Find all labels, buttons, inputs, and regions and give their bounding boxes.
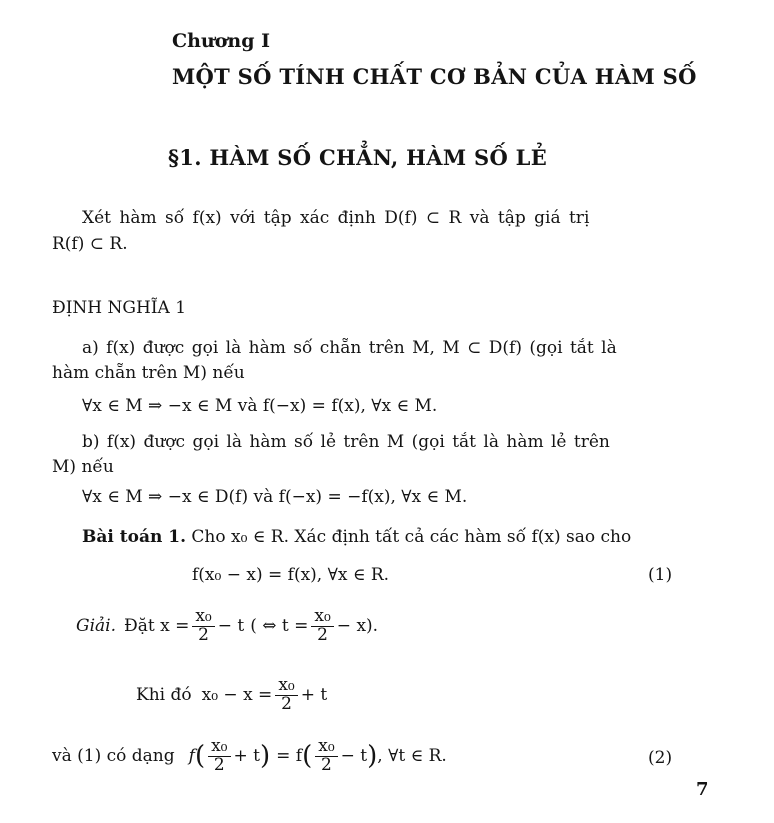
definition-a-line-2: hàm chẵn trên M) nếu: [52, 363, 245, 383]
problem-statement: [82, 527, 631, 547]
fraction-denominator: 2: [317, 624, 328, 645]
fraction-x0-over-2: [311, 608, 333, 645]
problem-label: Bài toán 1.: [82, 527, 186, 547]
solution-label: Giải.: [76, 616, 116, 637]
iff-open: ( ⇔ t =: [250, 616, 309, 637]
chapter-title: MỘT SỐ TÍNH CHẤT CƠ BẢN CỦA HÀM SỐ: [172, 64, 697, 89]
section-title: §1. HÀM SỐ CHẲN, HÀM SỐ LẺ: [168, 145, 548, 170]
fraction-numerator: x₀: [208, 738, 230, 757]
chapter-label: Chương I: [172, 30, 271, 52]
plus-t-term: + t: [233, 746, 260, 767]
fraction-denominator: 2: [281, 693, 292, 714]
definition-a-line-1: a) f(x) được gọi là hàm số chẵn trên M, M ⊂ D(f) (gọi tắt là: [82, 338, 617, 358]
fraction-numerator: x₀: [315, 738, 337, 757]
fraction-x0-over-2: [275, 677, 297, 714]
equals-f: = f: [276, 746, 303, 767]
minus-t-term: − t: [340, 746, 368, 767]
fraction-numerator: x₀: [192, 608, 214, 627]
fraction-numerator: x₀: [311, 608, 333, 627]
definition-b-line-1: b) f(x) được gọi là hàm số lẻ trên M (gọi tắt là hàm lẻ trên: [82, 432, 610, 452]
then-text: Khi đó: [136, 685, 192, 706]
forall-t: , ∀t ∈ R.: [377, 746, 447, 767]
then-lhs: x₀ − x =: [201, 685, 273, 706]
fraction-numerator: x₀: [275, 677, 297, 696]
function-f: f: [188, 746, 195, 767]
solution-then: [136, 677, 327, 714]
form-text: và (1) có dạng: [52, 746, 175, 767]
equation-2: và (1) có dạng f ( $\frac{\text{x₀}}{2}$ + t ) = f ( $\frac{\text{x₀}}{2}$ − t ) , ∀t ∈ R.: [52, 736, 447, 775]
set-text: Đặt x =: [124, 616, 190, 637]
fraction-x0-over-2: [315, 738, 337, 775]
definition-a-formula: ∀x ∈ M ⇒ −x ∈ M và f(−x) = f(x), ∀x ∈ M.: [82, 396, 438, 416]
page-number: 7: [696, 779, 709, 800]
problem-text: Cho x₀ ∈ R. Xác định tất cả các hàm số f(x) sao cho: [191, 527, 632, 547]
fraction-x0-over-2: [192, 608, 214, 645]
fraction-denominator: 2: [198, 624, 209, 645]
equation-1-number: (1): [648, 565, 673, 585]
plus-t: + t: [300, 685, 328, 706]
definition-b-formula: ∀x ∈ M ⇒ −x ∈ D(f) và f(−x) = −f(x), ∀x ∈ M.: [82, 487, 468, 507]
definition-heading: ĐỊNH NGHĨA 1: [52, 298, 187, 318]
definition-b-line-2: M) nếu: [52, 457, 114, 477]
minus-x-close: − x).: [336, 616, 379, 637]
intro-line-1: Xét hàm số f(x) với tập xác định D(f) ⊂ R và tập giá trị: [82, 208, 590, 228]
minus-t: − t: [217, 616, 245, 637]
fraction-denominator: 2: [213, 754, 225, 775]
solution-substitution: [76, 608, 378, 645]
intro-line-2: R(f) ⊂ R.: [52, 234, 128, 254]
equation-2-number: (2): [648, 748, 673, 768]
fraction-denominator: 2: [321, 754, 332, 775]
fraction-x0-over-2: [208, 738, 230, 775]
equation-1: f(x₀ − x) = f(x), ∀x ∈ R.: [192, 565, 390, 585]
